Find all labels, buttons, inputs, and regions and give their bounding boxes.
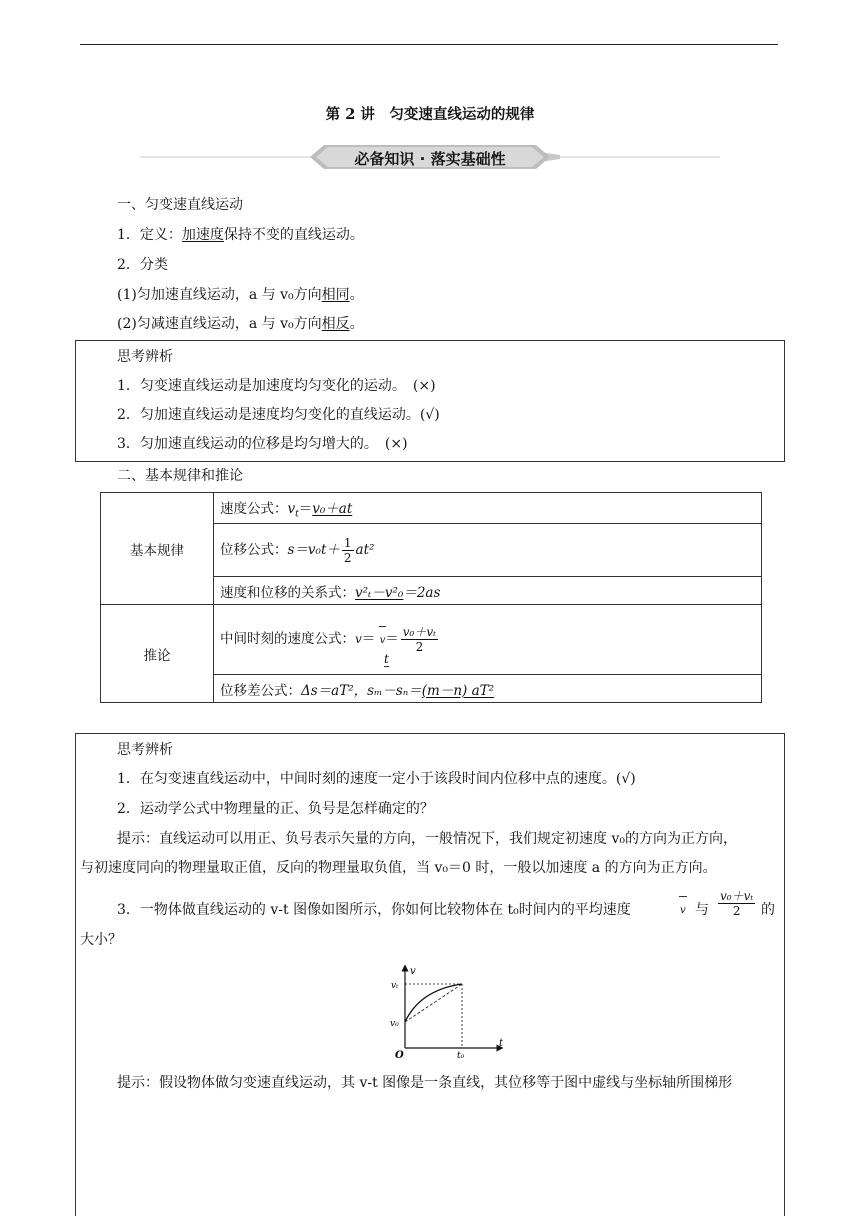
class-item-1-key: 相同 (321, 287, 350, 303)
class-item-2-key: 相反 (321, 316, 350, 332)
displacement-formula-label: 位移公式： (220, 541, 288, 558)
think-box-1-title: 思考辨析 (117, 349, 173, 365)
class-item-1-text: (1)匀加速直线运动，a 与 v₀方向 (117, 287, 322, 303)
q3-tail: 的 (761, 902, 775, 918)
displacement-fraction: $\frac{1}{2}$ (343, 535, 352, 565)
class-item-1-end: 。 (349, 287, 364, 303)
definition-suffix: 保持不变的直线运动。 (223, 227, 364, 243)
difference-formula-label: 位移差公式： (220, 682, 301, 699)
header-rule (80, 44, 778, 45)
page-title: 第 2 讲 匀变速直线运动的规律 (325, 106, 535, 123)
midtime-formula-cell: 中间时刻的速度公式：v＝ v＝ $\frac{\text{v₀＋vₜ}}{2}$ t (214, 605, 762, 675)
think-box-2-q2: 2．运动学公式中物理量的正、负号是怎样确定的？ (117, 801, 434, 817)
think-box-2-a2-line1: 提示：直线运动可以用正、负号表示矢量的方向，一般情况下，我们规定初速度 v₀的方向为正方向， (117, 831, 737, 847)
graph-straight-line (405, 984, 462, 1022)
midtime-fraction: $\frac{\text{v₀＋vₜ}}{2}$ (402, 625, 437, 654)
basic-laws-label: 基本规律 (101, 493, 214, 605)
graph-vt-label: vₜ (391, 981, 399, 991)
speed-formula-eq: ＝ (298, 500, 313, 517)
relation-formula-cell (214, 577, 762, 605)
difference-formula-2: sₘ－sₙ＝ (367, 682, 422, 699)
q3-text: 3．一物体做直线运动的 v-t 图像如图所示，你如何比较物体在 t₀时间内的平均速度 (117, 902, 631, 918)
speed-formula-rhs: v₀＋at (312, 500, 353, 517)
vt-graph (385, 960, 510, 1060)
graph-y-label: v (410, 966, 416, 977)
difference-formula-rhs: (m－n) aT² (421, 682, 495, 699)
think-box-1-item-3: 3．匀加速直线运动的位移是均匀增大的。 (×) (117, 436, 408, 452)
q3-and: 与 (695, 902, 709, 918)
think-box-2-a2-line2: 与初速度同向的物理量取正值，反向的物理量取负值，当 v₀＝0 时，一般以加速度 a 的方向为正方向。 (80, 860, 717, 876)
difference-formula-cell (214, 675, 762, 703)
think-box-2-title: 思考辨析 (117, 742, 173, 758)
think-box-2-q3-line2: 大小？ (80, 932, 122, 948)
class-item-2-end: 。 (349, 316, 364, 332)
difference-formula-1: Δs＝aT²， (301, 682, 368, 699)
displacement-formula-cell (214, 524, 762, 577)
think-box-2-q1: 1．在匀变速直线运动中，中间时刻的速度一定小于该段时间内位移中点的速度。(√) (117, 771, 636, 787)
relation-formula-label: 速度和位移的关系式： (220, 584, 355, 601)
midtime-t-fraction: t (384, 652, 389, 666)
midtime-v: v (355, 632, 362, 646)
class-item-2 (117, 313, 364, 333)
definition-key-term: 加速度 (181, 227, 224, 243)
speed-formula-cell (214, 493, 762, 524)
relation-formula-lhs: v²ₜ－v²₀ (355, 584, 404, 601)
midtime-formula-label: 中间时刻的速度公式： (220, 631, 355, 647)
think-box-1-item-2: 2．匀加速直线运动是速度均匀变化的直线运动。(√) (117, 407, 440, 423)
think-box-1-item-1: 1．匀变速直线运动是加速度均匀变化的运动。 (×) (117, 378, 436, 394)
q3-fraction: $\frac{\text{v₀＋vₜ}}{2}$ (720, 889, 754, 918)
displacement-formula-lhs: s＝v₀t＋ (287, 541, 340, 558)
section-banner-label: 必备知识 · 落实基础性 (354, 150, 506, 168)
think-box-2-q3 (117, 899, 631, 919)
definition-line (117, 224, 364, 244)
speed-formula-label: 速度公式： (220, 500, 288, 517)
class-item-2-text: (2)匀减速直线运动，a 与 v₀方向 (117, 316, 322, 332)
graph-origin-label: O (395, 1050, 404, 1060)
speed-formula-sub: t (295, 509, 299, 520)
speed-formula-vt: v (287, 500, 296, 517)
section2-heading: 二、基本规律和推论 (117, 468, 243, 484)
relation-formula-rhs: ＝2as (403, 584, 441, 601)
displacement-formula-tail: at² (355, 541, 375, 558)
graph-x-label: t (499, 1038, 504, 1049)
definition-prefix: 1．定义： (117, 227, 182, 243)
graph-v0-label: v₀ (390, 1019, 399, 1029)
midtime-vbar: v (379, 635, 386, 646)
class-item-1 (117, 284, 364, 304)
think-box-2-a3: 提示：假设物体做匀变速直线运动，其 v-t 图像是一条直线，其位移等于图中虚线与坐标轴所围梯形 (117, 1075, 733, 1091)
graph-t0-label: t₀ (457, 1051, 465, 1060)
classification-heading: 2．分类 (117, 257, 168, 273)
q3-average-v: v (680, 905, 686, 916)
inference-label: 推论 (101, 605, 214, 703)
laws-table (100, 492, 762, 703)
section1-heading: 一、匀变速直线运动 (117, 197, 243, 213)
midtime-eq: ＝ (361, 631, 376, 647)
